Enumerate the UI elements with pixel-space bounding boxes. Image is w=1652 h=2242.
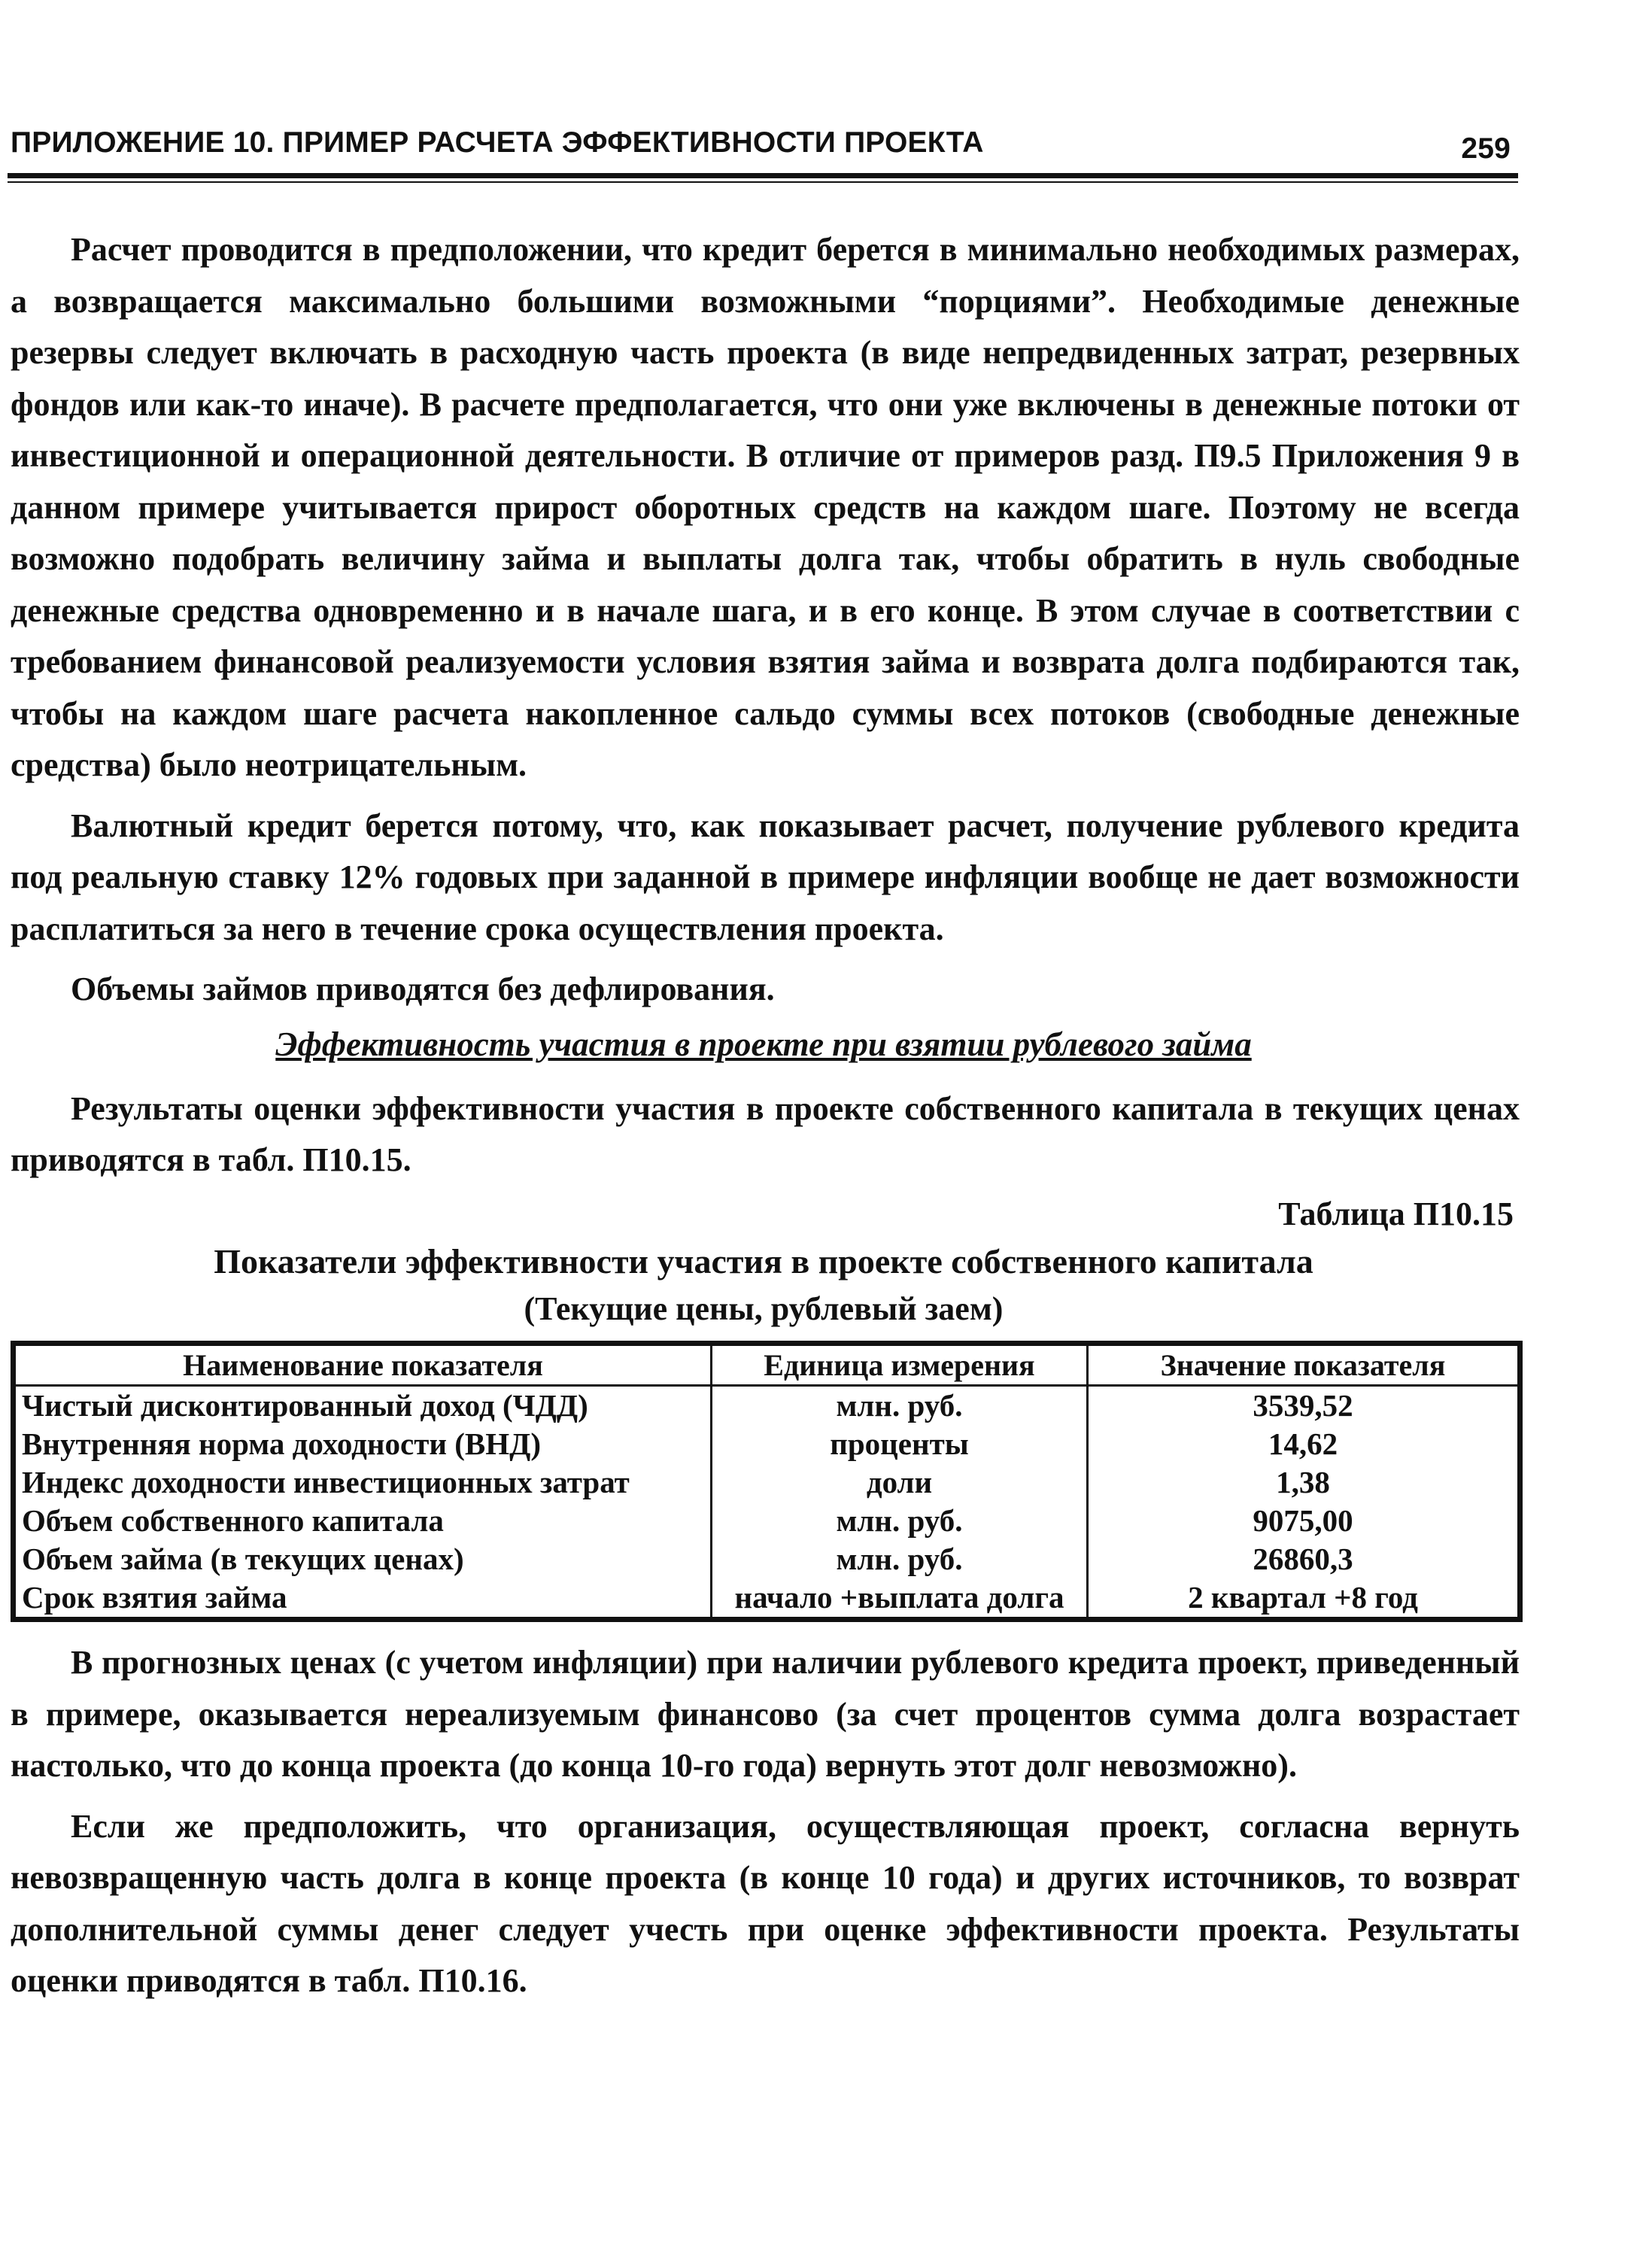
paragraph: Объемы займов приводятся без дефлирования. <box>71 971 775 1007</box>
running-header <box>11 126 1520 165</box>
body-text-top <box>11 224 1520 1016</box>
table-row <box>14 1386 1520 1426</box>
paragraph: Расчет проводится в предположении, что кредит берется в минимально необходимых размерах, а возвращается максимально большими возможными “порциями”. Необходимые денежные резервы следует включать в расходную часть проекта (в виде непредвиденных затрат, резервных фондов или как-то иначе). В расчете предполагается, что они уже включены в денежные потоки от инвестиционной и операционной деятельности. В отличие от примеров разд. П9.5 Приложения 9 в данном примере учитывается прирост оборотных средств на каждом шаге. Поэтому не всегда возможно подобрать величину займа и выплаты долга так, чтобы обратить в нуль свободные денежные средства одновременно и в начале шага, и в его конце. В этом случае в соответствии с требованием финансовой реализуемости условия взятия займа и возврата долга подбираются так, чтобы на каждом шаге расчета накопленное сальдо суммы всех потоков (свободные денежные средства) было неотрицательным. <box>11 231 1520 783</box>
indicator-unit: начало +выплата долга <box>712 1578 1088 1620</box>
indicator-unit: доли <box>712 1463 1088 1502</box>
page-number: 259 <box>1461 132 1511 165</box>
column-header: Значение показателя <box>1088 1344 1520 1386</box>
indicators-table <box>11 1341 1523 1622</box>
header-rule <box>8 173 1518 178</box>
paragraph: Валютный кредит берется потому, что, как показывает расчет, получение рублевого кредита под реальную ставку 12% годовых при заданной в примере инфляции вообще не дает возможности расплатиться за него в течение срока осуществления проекта. <box>11 807 1520 947</box>
indicator-value: 3539,52 <box>1253 1388 1353 1423</box>
paragraph: Если же предположить, что организация, осуществляющая проект, согласна вернуть невозвращенную часть долга в конце проекта (в конце 10 года) и других источников, то возврат дополнительной суммы денег следует учесть при оценке эффективности проекта. Результаты оценки приводятся в табл. П10.16. <box>11 1807 1520 1999</box>
indicator-name: Срок взятия займа <box>14 1578 712 1620</box>
table-row <box>14 1502 1520 1540</box>
column-header: Наименование показателя <box>14 1344 712 1386</box>
indicator-name: Чистый дисконтированный доход (ЧДД) <box>14 1386 712 1426</box>
section-title: Эффективность участия в проекте при взятии рублевого займа <box>275 1025 1252 1063</box>
column-header: Единица измерения <box>712 1344 1088 1386</box>
table-number: Таблица П10.15 <box>1278 1195 1514 1232</box>
table-header-row <box>14 1344 1520 1386</box>
table-row <box>14 1540 1520 1578</box>
indicator-value: 1,38 <box>1276 1465 1330 1499</box>
body-text-intro <box>11 1083 1520 1186</box>
table-row <box>14 1425 1520 1463</box>
table-row <box>14 1463 1520 1502</box>
table-row <box>14 1578 1520 1620</box>
indicator-value: 2 квартал +8 год <box>1188 1580 1418 1615</box>
indicator-value: 14,62 <box>1268 1426 1338 1461</box>
body-text-bottom <box>11 1637 1520 2007</box>
paragraph: В прогнозных ценах (с учетом инфляции) при наличии рублевого кредита проект, приведенный в примере, оказывается нереализуемым финансово (за счет процентов сумма долга возрастает настолько, что до конца проекта (до конца 10-го года) вернуть этот долг невозможно). <box>11 1644 1520 1784</box>
header-rule-thin <box>8 181 1518 183</box>
indicator-name: Объем собственного капитала <box>14 1502 712 1540</box>
running-title: ПРИЛОЖЕНИЕ 10. ПРИМЕР РАСЧЕТА ЭФФЕКТИВНОСТИ ПРОЕКТА <box>11 126 984 159</box>
indicator-value: 26860,3 <box>1253 1542 1353 1576</box>
table-title: Показатели эффективности участия в проекте собственного капитала <box>214 1242 1313 1280</box>
indicator-unit: млн. руб. <box>712 1386 1088 1426</box>
indicator-unit: проценты <box>712 1425 1088 1463</box>
indicator-unit: млн. руб. <box>712 1540 1088 1578</box>
indicator-unit: млн. руб. <box>712 1502 1088 1540</box>
indicator-name: Объем займа (в текущих ценах) <box>14 1540 712 1578</box>
indicator-name: Индекс доходности инвестиционных затрат <box>14 1463 712 1502</box>
paragraph: Результаты оценки эффективности участия в проекте собственного капитала в текущих ценах приводятся в табл. П10.15. <box>11 1090 1520 1178</box>
table-subtitle: (Текущие цены, рублевый заем) <box>524 1290 1004 1327</box>
indicator-value: 9075,00 <box>1253 1503 1353 1538</box>
indicator-name: Внутренняя норма доходности (ВНД) <box>14 1425 712 1463</box>
